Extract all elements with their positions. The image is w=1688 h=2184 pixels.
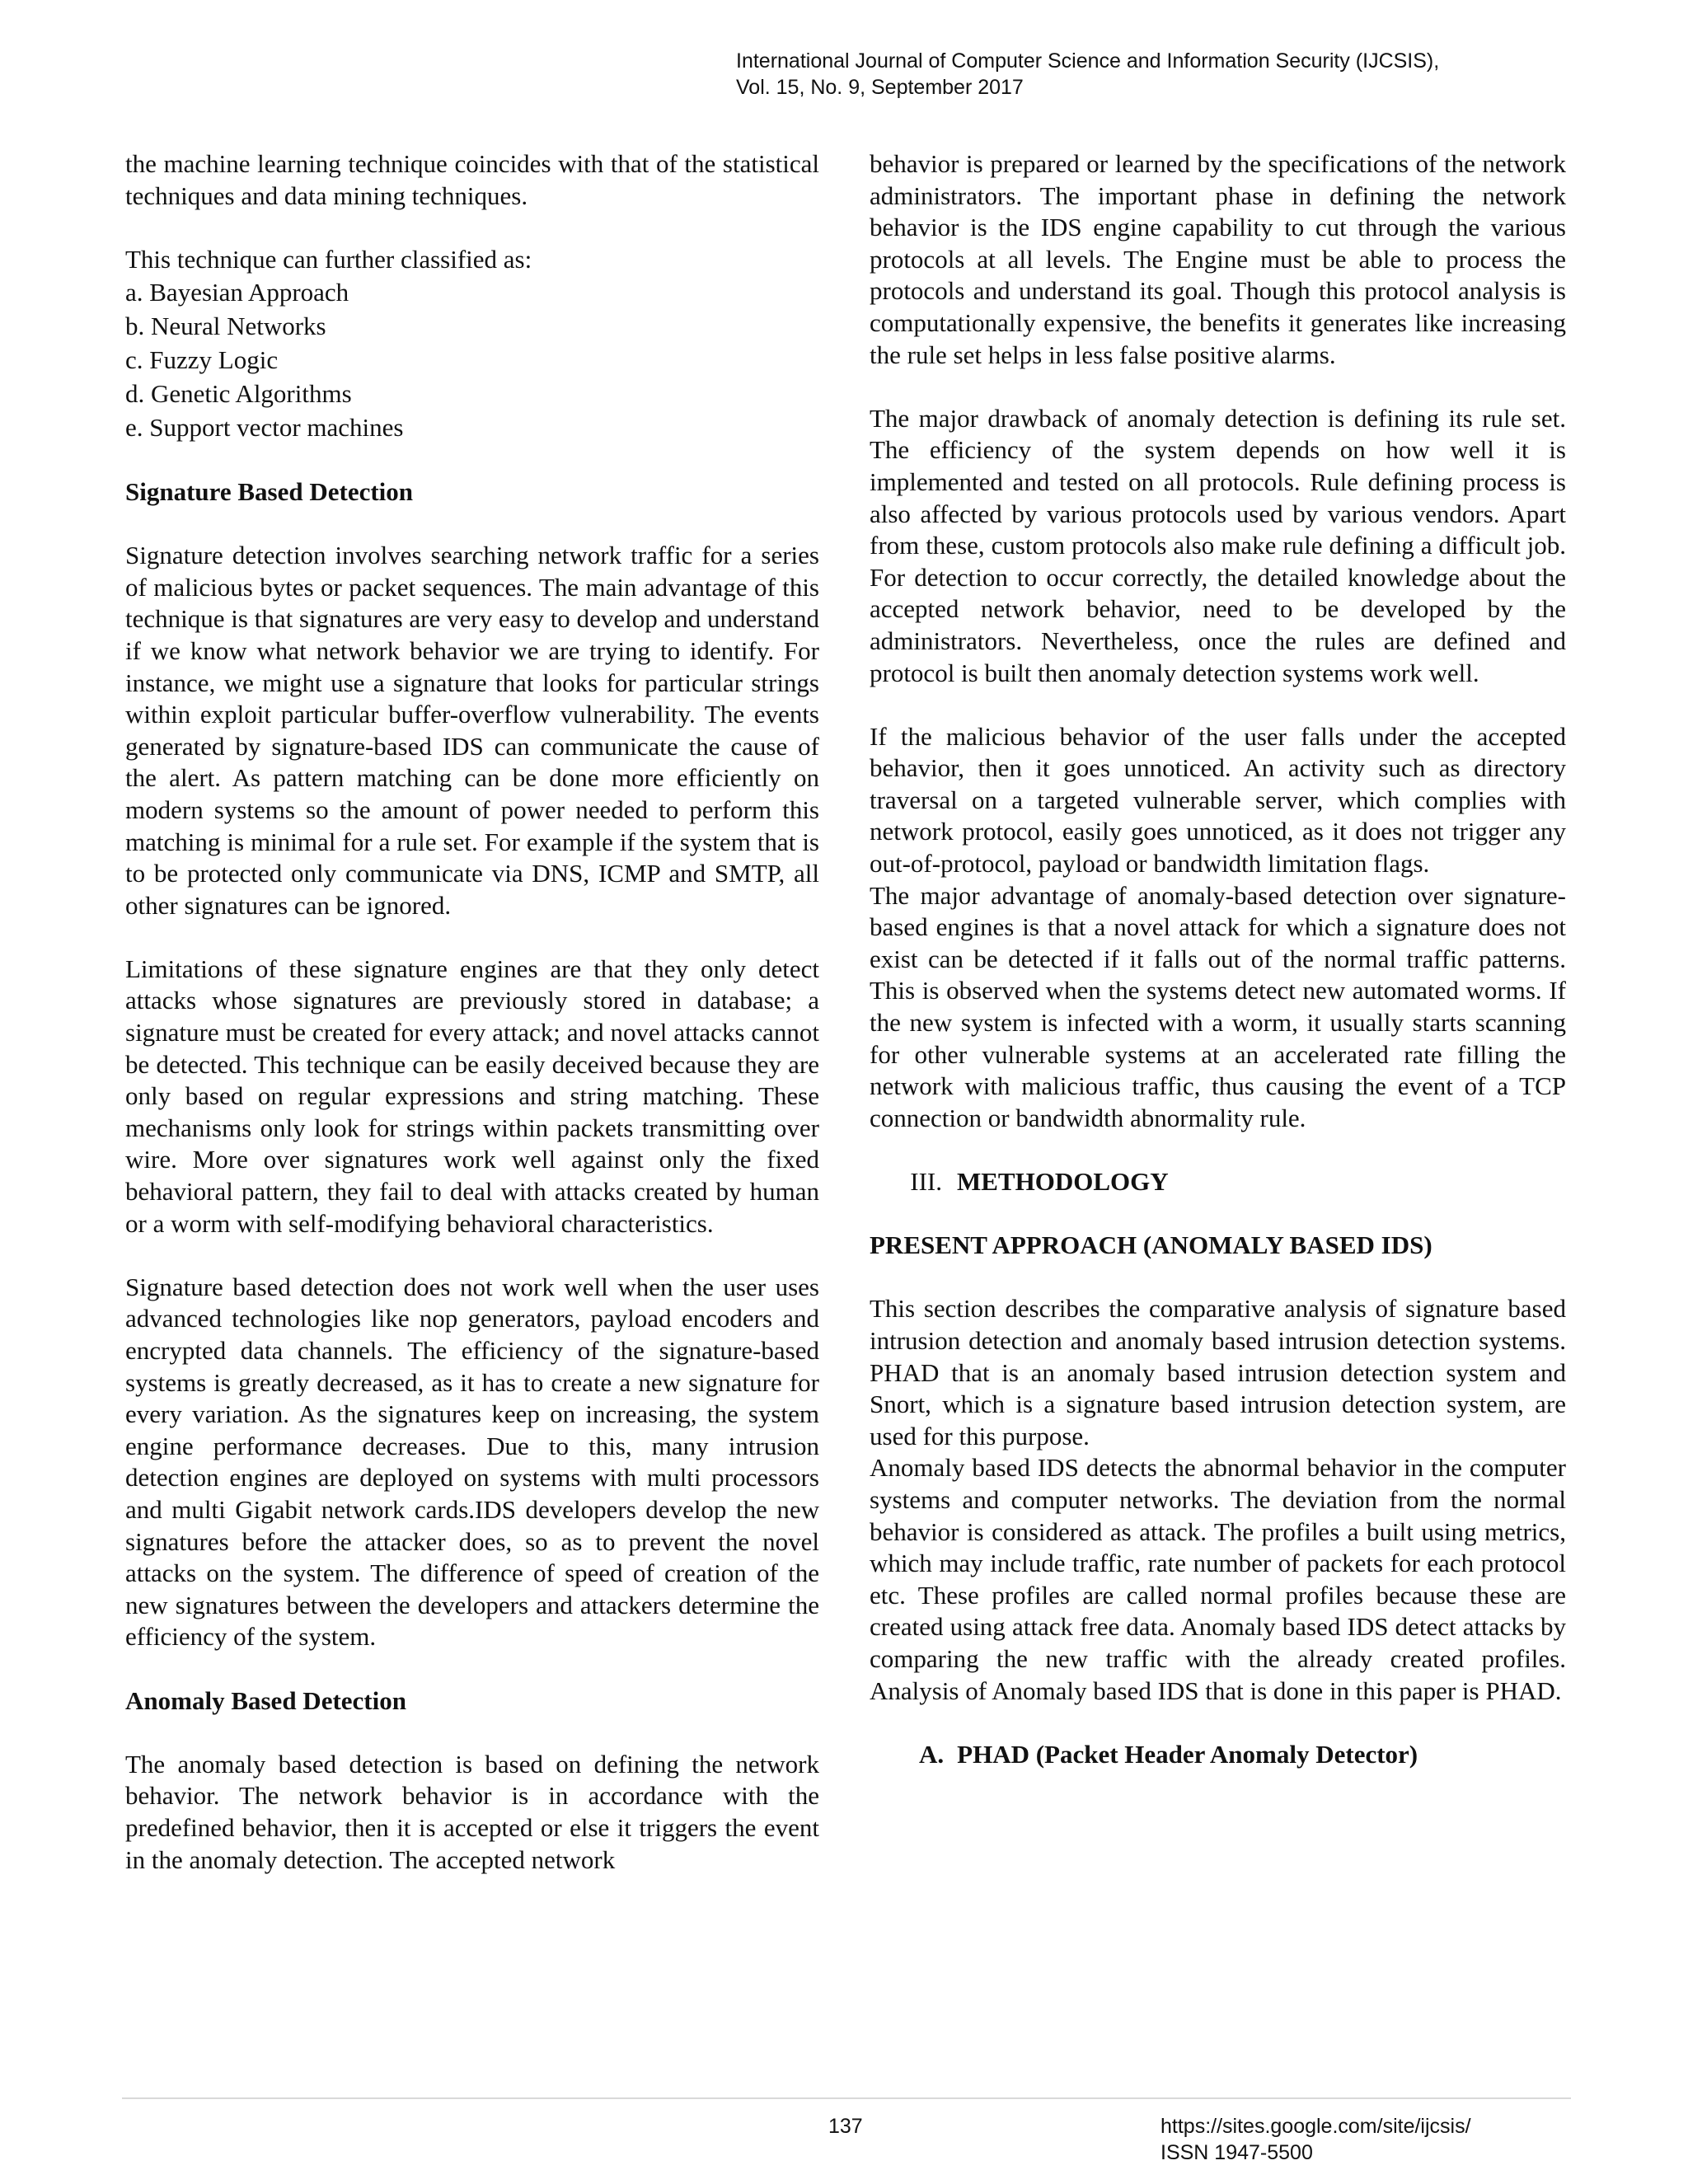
heading-signature-detection: Signature Based Detection [125,476,414,506]
journal-header [736,48,1560,101]
drawback-paragraph: The major drawback of anomaly detection is defining its rule set. The efficiency of the system depends on how well it is implemented and tested on all protocols. Rule defining process is also affected by various protocols used by various vendors. Apart from these, custom protocols also make rule defining a difficult job. For detection to occur correctly, the detailed knowledge about the accepted network behavior, need to be developed by the administrators. Nevertheless, once the rules are defined and protocol is built then anomaly detection systems work well. [870,403,1566,687]
list-item: d. Genetic Algorithms [125,379,352,409]
anomaly-ids-paragraph: Anomaly based IDS detects the abnormal behavior in the computer systems and computer networks. The deviation from the normal behavior is considered as attack. The profiles a built using metrics, which may include traffic, rate number of packets for each protocol etc. These profiles are called normal profiles because these are created using attack free data. Anomaly based IDS detect attacks by comparing the new traffic with the already created profiles. Analysis of Anomaly based IDS that is done in this paper is PHAD. [870,1453,1566,1705]
list-item: a. Bayesian Approach [125,278,349,307]
list-item: c. Fuzzy Logic [125,345,279,375]
intro-paragraph: the machine learning technique coincides with that of the statistical techniques and data mining techniques. [125,149,819,210]
classification-list [125,275,819,444]
journal-url: https://sites.google.com/site/ijcsis/ [1160,2115,1471,2138]
journal-volume: Vol. 15, No. 9, September 2017 [736,76,1024,99]
signature-paragraph-1: Signature detection involves searching network traffic for a series of malicious bytes or packet sequences. The main advantage of this technique is that signatures are very easy to develop and understand if we know what network behavior we are trying to identify. For instance, we might use a signature that looks for particular strings within exploit particular buffer-overflow vulnerability. The events generated by signature-based IDS can communicate the cause of the alert. As pattern matching can be done more efficiently on modern systems so the amount of power needed to perform this matching is minimal for a rule set. For example if the system that is to be protected only communicate via DNS, ICMP and SMTP, all other signatures can be ignored. [125,541,819,920]
subsection-title: PHAD (Packet Header Anomaly Detector) [957,1739,1418,1769]
classification-intro: This technique can further classified as: [125,244,532,274]
journal-issn: ISSN 1947-5500 [1160,2141,1313,2164]
signature-paragraph-2: Limitations of these signature engines are that they only detect attacks whose signatures are previously stored in database; a signature must be created for every attack; and novel attacks cannot be detected. This technique can be easily deceived because they are only based on regular expressions and string matching. These mechanisms only look for strings within packets transmitting over wire. More over signatures work well against only the fixed behavioral pattern, they fail to deal with attacks created by human or a worm with self-modifying behavioral characteristics. [125,954,819,1238]
list-item: e. Support vector machines [125,413,404,443]
continuation-paragraph: behavior is prepared or learned by the specifications of the network administrators. The important phase in defining the network behavior is the IDS engine capability to cut through the various protocols at all levels. The Engine must be able to process the protocols and understand its goal. Though this protocol analysis is computationally expensive, the benefits it generates like increasing the rule set helps in less false positive alarms. [870,149,1566,369]
left-column [125,148,819,1876]
subsection-label: A. [919,1739,945,1769]
signature-paragraph-3: Signature based detection does not work well when the user uses advanced technologies like nop generators, payload encoders and encrypted data channels. The efficiency of the signature-based systems is greatly decreased, as it has to create a new signature for every variation. As the signatures keep on increasing, the system engine performance decreases. Due to this, many intrusion detection engines are deployed on systems with multi processors and multi Gigabit network cards.IDS developers develop the new signatures before the attacker does, so as to prevent the novel attacks on the system. The difference of speed of creation of the new signatures between the developers and attackers determine the efficiency of the system. [125,1272,819,1652]
journal-title: International Journal of Computer Science and Information Security (IJCSIS), [736,49,1440,73]
page-number: 137 [828,2115,863,2138]
right-column [870,148,1566,1770]
section-number: III. [910,1167,942,1196]
footer-info [1160,2113,1471,2166]
heading-anomaly-detection: Anomaly Based Detection [125,1685,406,1715]
list-item: b. Neural Networks [125,312,326,341]
subsection-heading [870,1739,1566,1771]
section-paragraph: This section describes the comparative analysis of signature based intrusion detection and anomaly based intrusion detection systems. PHAD that is an anomaly based intrusion detection system and Snort, which is a signature based intrusion detection system, are used for this purpose. [870,1294,1566,1451]
section-title: METHODOLOGY [957,1167,1169,1196]
advantage-paragraph: The major advantage of anomaly-based detection over signature-based engines is that a novel attack for which a signature does not exist can be detected if it falls out of the normal traffic patterns. This is observed when the systems detect new automated worms. If the new system is infected with a worm, it usually starts scanning for other vulnerable systems at an accelerated rate filling the network with malicious traffic, thus causing the event of a TCP connection or bandwidth abnormality rule. [870,880,1566,1132]
heading-present-approach: PRESENT APPROACH (ANOMALY BASED IDS) [870,1230,1432,1260]
footer-divider [122,2097,1571,2099]
anomaly-paragraph-1: The anomaly based detection is based on defining the network behavior. The network behavior is in accordance with the predefined behavior, then it is accepted or else it triggers the event in the anomaly detection. The accepted network [125,1749,819,1874]
section-heading [870,1166,1566,1198]
malicious-paragraph: If the malicious behavior of the user falls under the accepted behavior, then it goes unnoticed. An activity such as directory traversal on a targeted vulnerable server, which complies with network protocol, easily goes unnoticed, as it does not trigger any out-of-protocol, payload or bandwidth limitation flags. [870,721,1566,879]
